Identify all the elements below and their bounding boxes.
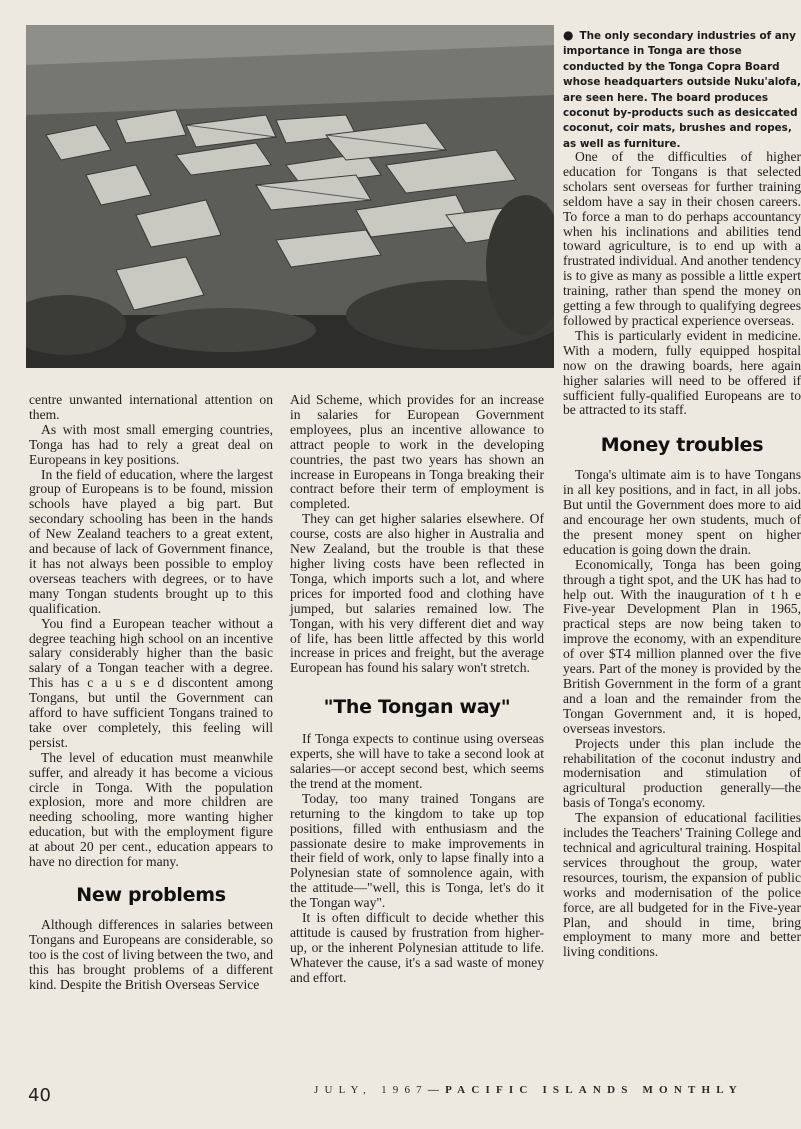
paragraph: Today, too many trained Tongans are returning to the kingdom to take up top positions, filled with enthusiasm and the passionate desire to make improvements in their field of work, only to lapse finally into a Polynesian state of somnolence again, with the attitude—"well, this is Tonga, let's do it the Tongan way".	[290, 790, 544, 911]
paragraph: One of the difficulties of higher education for Tongans is that selected scholars sent overseas for further training seldom have a say in their chosen careers. To force a man to do perhaps accountancy when his inclinations and abilities tend toward agriculture, is to end up with a frustrated individual. And another tendency is to give as many as possible a little expert training, rather than spend the money on getting a few through to qualifying degrees followed by practical experience overseas.	[563, 149, 801, 328]
page-number: 40	[28, 1085, 51, 1106]
paragraph: Although differences in salaries between Tongans and Europeans are considerable, so too is the cost of living between the two, and this has brought problems of a different kind. Despite the British Overseas Service	[29, 917, 273, 992]
paragraph: Economically, Tonga has been going through a tight spot, and the UK has had to help out. With the inauguration of t h e Five-year Development Plan in 1965, practical steps are now being taken to improve the economy, with an expenditure of over $T4 million planned over the five years. Part of the money is provided by the British Government in the form of a grant and a loan and the remainder from the Tongan Government and, it is hoped, overseas investors.	[563, 556, 801, 736]
footer-magazine: PACIFIC ISLANDS MONTHLY	[445, 1084, 743, 1096]
paragraph: Projects under this plan include the rehabilitation of the coconut industry and modernisation and stimulation of agricultural production generally—the basis of Tonga's economy.	[563, 735, 801, 811]
article-column-2	[290, 393, 544, 986]
photo-caption	[563, 28, 801, 152]
section-heading: New problems	[76, 884, 226, 906]
paragraph: They can get higher salaries elsewhere. Of course, costs are also higher in Australia and New Zealand, but the trouble is that these higher living costs have been reflected in Tonga, which imports such a lot, and where prices for imported food and clothing have jumped, but salaries remained low. The Tongan, with his very different diet and way of life, has been little affected by this world increase in prices and freight, but the average European has found his salary won't stretch.	[290, 511, 544, 676]
paragraph: If Tonga expects to continue using overseas experts, she will have to take a second look at salaries—or accept second best, which seems the trend at the moment.	[290, 731, 544, 791]
bullet-icon: ●	[563, 28, 574, 42]
aerial-photo	[26, 25, 554, 368]
article-column-3	[563, 150, 801, 960]
paragraph: It is often difficult to decide whether this attitude is caused by frustration from higher-up, or the inherent Polynesian attitude to life. Whatever the cause, it's a sad waste of money and effort.	[290, 910, 544, 985]
article-column-1	[29, 393, 273, 993]
paragraph: The level of education must meanwhile suffer, and already it has become a vicious circle in Tonga. With the population explosion, more and more children are needing schooling, more wanting higher education, but with the employment figure at about 20 per cent., education appears to have no direction for many.	[29, 749, 273, 870]
paragraph: As with most small emerging countries, Tonga has had to rely a great deal on Europeans in key positions.	[29, 421, 273, 467]
paragraph: Aid Scheme, which provides for an increase in salaries for European Government employees, plus an incentive allowance to attract people to work in the developing countries, the past two years has shown an increase in Europeans in Tonga breaking their contract before their term of employment is completed.	[290, 392, 544, 512]
footer-date: JULY, 1967	[314, 1084, 428, 1096]
paragraph: centre unwanted international attention on them.	[29, 392, 273, 422]
paragraph: You find a European teacher without a degree teaching high school on an incentive salary considerably higher than the basic salary of a Tongan teacher with a degree. This has c a u s e d discontent among Tongans, but until the Government can afford to have sufficient Tongans trained to take over completely, this feeling will persist.	[29, 615, 273, 750]
aerial-photo-copra-board-icon	[26, 25, 554, 368]
paragraph: Tonga's ultimate aim is to have Tongans in all key positions, and in fact, in all jobs. But until the Government does more to aid and encourage her own students, much of the present money spent on higher education is going down the drain.	[563, 467, 801, 557]
footer-dash: —	[427, 1084, 446, 1096]
paragraph: In the field of education, where the largest group of Europeans is to be found, mission schools have played a big part. But secondary schooling has been in the hands of New Zealand teachers to a great extent, and because of lack of Government finance, it has not always been possible to employ overseas teachers with degrees, or to have many Tongan students brought up to this qualification.	[29, 466, 273, 616]
running-footer	[314, 1084, 743, 1096]
caption-text: The only secondary industries of any importance in Tonga are those conducted by the Tonga Copra Board whose headquarters outside Nuku'alofa, are seen here. The board produces coconut by-products such as desiccated coconut, coir mats, brushes and ropes, as well as furniture.	[563, 30, 801, 150]
paragraph: This is particularly evident in medicine. With a modern, fully equipped hospital now on the drawing boards, here again higher salaries will need to be offered if sufficient fully-qualified Europeans are to be attracted to its staff.	[563, 327, 801, 418]
paragraph: The expansion of educational facilities includes the Teachers' Training College and technical and agricultural training. Hospital services throughout the group, water resources, tourism, the expansion of public works and modernisation of the police force, are all budgeted for in the Five-year Plan, and should in time, bring employment to many more and better living conditions.	[563, 810, 801, 960]
section-heading: Money troubles	[600, 434, 764, 457]
section-heading: "The Tongan way"	[323, 696, 511, 719]
